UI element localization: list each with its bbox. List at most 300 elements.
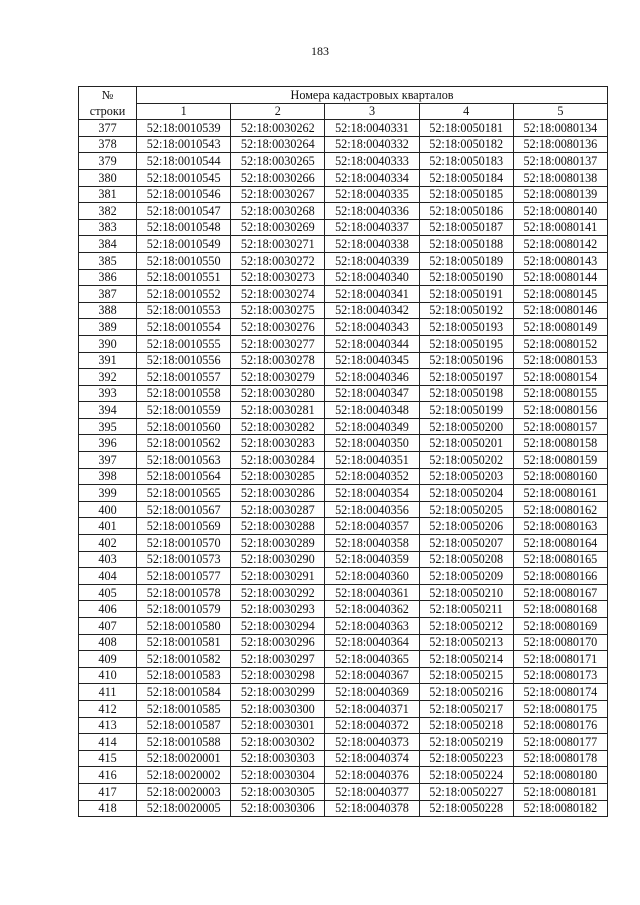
- row-number-cell: 388: [79, 302, 137, 319]
- table-row: [79, 551, 608, 568]
- cadastral-number-cell: 52:18:0010558: [137, 385, 231, 402]
- cadastral-number-cell: 52:18:0080170: [513, 634, 607, 651]
- row-number-cell: 396: [79, 435, 137, 452]
- row-number-cell: 397: [79, 452, 137, 469]
- row-number-cell: 380: [79, 169, 137, 186]
- cadastral-number-cell: 52:18:0030292: [231, 584, 325, 601]
- table-row: [79, 219, 608, 236]
- cadastral-number-cell: 52:18:0050207: [419, 535, 513, 552]
- cadastral-number-cell: 52:18:0050213: [419, 634, 513, 651]
- cadastral-number-cell: 52:18:0050205: [419, 501, 513, 518]
- cadastral-number-cell: 52:18:0080136: [513, 136, 607, 153]
- cadastral-number-cell: 52:18:0050218: [419, 717, 513, 734]
- header-no-cell: [79, 87, 137, 104]
- row-number-cell: 399: [79, 485, 137, 502]
- cadastral-number-cell: 52:18:0050189: [419, 252, 513, 269]
- cadastral-number-cell: 52:18:0030284: [231, 452, 325, 469]
- table-row: [79, 385, 608, 402]
- cadastral-number-cell: 52:18:0020002: [137, 767, 231, 784]
- table-row: [79, 468, 608, 485]
- cadastral-number-cell: 52:18:0040331: [325, 120, 419, 137]
- cadastral-number-cell: 52:18:0040348: [325, 402, 419, 419]
- cadastral-number-cell: 52:18:0010587: [137, 717, 231, 734]
- cadastral-number-cell: 52:18:0010578: [137, 584, 231, 601]
- cadastral-number-cell: 52:18:0040334: [325, 169, 419, 186]
- cadastral-number-cell: 52:18:0050197: [419, 369, 513, 386]
- cadastral-number-cell: 52:18:0010546: [137, 186, 231, 203]
- cadastral-number-cell: 52:18:0050185: [419, 186, 513, 203]
- cadastral-number-cell: 52:18:0010569: [137, 518, 231, 535]
- cadastral-number-cell: 52:18:0030280: [231, 385, 325, 402]
- cadastral-number-cell: 52:18:0050208: [419, 551, 513, 568]
- table-row: [79, 402, 608, 419]
- cadastral-quarters-table: [78, 86, 608, 817]
- cadastral-number-cell: 52:18:0050190: [419, 269, 513, 286]
- cadastral-number-cell: 52:18:0030285: [231, 468, 325, 485]
- cadastral-number-cell: 52:18:0050199: [419, 402, 513, 419]
- cadastral-number-cell: 52:18:0040373: [325, 734, 419, 751]
- header-column-5: 5: [513, 103, 607, 120]
- cadastral-number-cell: 52:18:0080158: [513, 435, 607, 452]
- header-no-label: №: [101, 87, 114, 102]
- cadastral-number-cell: 52:18:0030303: [231, 750, 325, 767]
- row-number-cell: 385: [79, 252, 137, 269]
- table-row: [79, 568, 608, 585]
- cadastral-number-cell: 52:18:0040332: [325, 136, 419, 153]
- cadastral-number-cell: 52:18:0080154: [513, 369, 607, 386]
- row-number-cell: 382: [79, 203, 137, 220]
- table-row: [79, 369, 608, 386]
- cadastral-number-cell: 52:18:0080177: [513, 734, 607, 751]
- cadastral-number-cell: 52:18:0080156: [513, 402, 607, 419]
- cadastral-number-cell: 52:18:0050209: [419, 568, 513, 585]
- cadastral-number-cell: 52:18:0050224: [419, 767, 513, 784]
- cadastral-number-cell: 52:18:0040378: [325, 800, 419, 817]
- row-number-cell: 398: [79, 468, 137, 485]
- row-number-cell: 391: [79, 352, 137, 369]
- cadastral-number-cell: 52:18:0040339: [325, 252, 419, 269]
- cadastral-number-cell: 52:18:0080159: [513, 452, 607, 469]
- cadastral-number-cell: 52:18:0080167: [513, 584, 607, 601]
- cadastral-number-cell: 52:18:0010582: [137, 651, 231, 668]
- cadastral-number-cell: 52:18:0030305: [231, 783, 325, 800]
- cadastral-number-cell: 52:18:0040343: [325, 319, 419, 336]
- cadastral-number-cell: 52:18:0030290: [231, 551, 325, 568]
- page-number: 183: [311, 44, 329, 58]
- cadastral-number-cell: 52:18:0040342: [325, 302, 419, 319]
- cadastral-number-cell: 52:18:0050219: [419, 734, 513, 751]
- table-row: [79, 335, 608, 352]
- cadastral-number-cell: 52:18:0050191: [419, 286, 513, 303]
- cadastral-number-cell: 52:18:0080157: [513, 418, 607, 435]
- row-number-cell: 410: [79, 667, 137, 684]
- row-number-cell: 390: [79, 335, 137, 352]
- cadastral-number-cell: 52:18:0040369: [325, 684, 419, 701]
- cadastral-number-cell: 52:18:0010554: [137, 319, 231, 336]
- cadastral-number-cell: 52:18:0030281: [231, 402, 325, 419]
- cadastral-number-cell: 52:18:0010581: [137, 634, 231, 651]
- row-number-cell: 401: [79, 518, 137, 535]
- cadastral-number-cell: 52:18:0010552: [137, 286, 231, 303]
- row-number-cell: 406: [79, 601, 137, 618]
- cadastral-number-cell: 52:18:0040337: [325, 219, 419, 236]
- header-row-label: строки: [79, 103, 137, 120]
- cadastral-number-cell: 52:18:0030300: [231, 700, 325, 717]
- table-row: [79, 684, 608, 701]
- cadastral-number-cell: 52:18:0040352: [325, 468, 419, 485]
- cadastral-number-cell: 52:18:0080165: [513, 551, 607, 568]
- table-row: [79, 186, 608, 203]
- cadastral-number-cell: 52:18:0020001: [137, 750, 231, 767]
- table-row: [79, 584, 608, 601]
- table-row: [79, 236, 608, 253]
- cadastral-number-cell: 52:18:0030264: [231, 136, 325, 153]
- cadastral-number-cell: 52:18:0030289: [231, 535, 325, 552]
- table-row: [79, 783, 608, 800]
- table-row: [79, 452, 608, 469]
- cadastral-number-cell: 52:18:0010573: [137, 551, 231, 568]
- cadastral-number-cell: 52:18:0080134: [513, 120, 607, 137]
- table-row: [79, 734, 608, 751]
- table-row: [79, 352, 608, 369]
- cadastral-number-cell: 52:18:0040371: [325, 700, 419, 717]
- header-column-1: 1: [137, 103, 231, 120]
- cadastral-number-cell: 52:18:0040333: [325, 153, 419, 170]
- table-row: [79, 120, 608, 137]
- cadastral-number-cell: 52:18:0010577: [137, 568, 231, 585]
- table-row: [79, 319, 608, 336]
- cadastral-number-cell: 52:18:0030276: [231, 319, 325, 336]
- cadastral-number-cell: 52:18:0010584: [137, 684, 231, 701]
- row-number-cell: 383: [79, 219, 137, 236]
- cadastral-number-cell: 52:18:0010548: [137, 219, 231, 236]
- cadastral-number-cell: 52:18:0010570: [137, 535, 231, 552]
- row-number-cell: 395: [79, 418, 137, 435]
- cadastral-number-cell: 52:18:0050212: [419, 618, 513, 635]
- row-number-cell: 394: [79, 402, 137, 419]
- cadastral-number-cell: 52:18:0020003: [137, 783, 231, 800]
- cadastral-number-cell: 52:18:0050184: [419, 169, 513, 186]
- cadastral-number-cell: 52:18:0040345: [325, 352, 419, 369]
- table-row: [79, 667, 608, 684]
- cadastral-number-cell: 52:18:0030304: [231, 767, 325, 784]
- cadastral-number-cell: 52:18:0010545: [137, 169, 231, 186]
- cadastral-number-cell: 52:18:0080175: [513, 700, 607, 717]
- cadastral-number-cell: 52:18:0080168: [513, 601, 607, 618]
- cadastral-number-cell: 52:18:0040364: [325, 634, 419, 651]
- cadastral-number-cell: 52:18:0040361: [325, 584, 419, 601]
- cadastral-number-cell: 52:18:0030271: [231, 236, 325, 253]
- row-number-cell: 387: [79, 286, 137, 303]
- cadastral-number-cell: 52:18:0080166: [513, 568, 607, 585]
- cadastral-number-cell: 52:18:0010555: [137, 335, 231, 352]
- table-row: [79, 203, 608, 220]
- cadastral-number-cell: 52:18:0030297: [231, 651, 325, 668]
- cadastral-number-cell: 52:18:0080152: [513, 335, 607, 352]
- header-column-2: 2: [231, 103, 325, 120]
- cadastral-number-cell: 52:18:0080149: [513, 319, 607, 336]
- table-row: [79, 252, 608, 269]
- cadastral-number-cell: 52:18:0030299: [231, 684, 325, 701]
- cadastral-number-cell: 52:18:0080162: [513, 501, 607, 518]
- cadastral-number-cell: 52:18:0010539: [137, 120, 231, 137]
- cadastral-number-cell: 52:18:0080145: [513, 286, 607, 303]
- cadastral-number-cell: 52:18:0030301: [231, 717, 325, 734]
- row-number-cell: 418: [79, 800, 137, 817]
- cadastral-number-cell: 52:18:0030273: [231, 269, 325, 286]
- cadastral-number-cell: 52:18:0040356: [325, 501, 419, 518]
- cadastral-number-cell: 52:18:0010559: [137, 402, 231, 419]
- cadastral-number-cell: 52:18:0010565: [137, 485, 231, 502]
- cadastral-number-cell: 52:18:0010560: [137, 418, 231, 435]
- row-number-cell: 392: [79, 369, 137, 386]
- table-row: [79, 435, 608, 452]
- cadastral-number-cell: 52:18:0080176: [513, 717, 607, 734]
- cadastral-number-cell: 52:18:0030278: [231, 352, 325, 369]
- row-number-cell: 413: [79, 717, 137, 734]
- cadastral-number-cell: 52:18:0010544: [137, 153, 231, 170]
- cadastral-number-cell: 52:18:0080161: [513, 485, 607, 502]
- cadastral-number-cell: 52:18:0030268: [231, 203, 325, 220]
- cadastral-number-cell: 52:18:0030306: [231, 800, 325, 817]
- cadastral-number-cell: 52:18:0030296: [231, 634, 325, 651]
- cadastral-number-cell: 52:18:0040351: [325, 452, 419, 469]
- cadastral-number-cell: 52:18:0010564: [137, 468, 231, 485]
- row-number-cell: 393: [79, 385, 137, 402]
- cadastral-number-cell: 52:18:0030288: [231, 518, 325, 535]
- cadastral-number-cell: 52:18:0010543: [137, 136, 231, 153]
- cadastral-number-cell: 52:18:0050196: [419, 352, 513, 369]
- cadastral-number-cell: 52:18:0050187: [419, 219, 513, 236]
- cadastral-number-cell: 52:18:0030283: [231, 435, 325, 452]
- cadastral-number-cell: 52:18:0080137: [513, 153, 607, 170]
- cadastral-number-cell: 52:18:0080160: [513, 468, 607, 485]
- cadastral-number-cell: 52:18:0050206: [419, 518, 513, 535]
- table-row: [79, 286, 608, 303]
- cadastral-number-cell: 52:18:0080180: [513, 767, 607, 784]
- table-row: [79, 153, 608, 170]
- table-row: [79, 136, 608, 153]
- cadastral-number-cell: 52:18:0050195: [419, 335, 513, 352]
- cadastral-number-cell: 52:18:0050183: [419, 153, 513, 170]
- cadastral-number-cell: 52:18:0050201: [419, 435, 513, 452]
- cadastral-number-cell: 52:18:0040346: [325, 369, 419, 386]
- row-number-cell: 386: [79, 269, 137, 286]
- cadastral-number-cell: 52:18:0010567: [137, 501, 231, 518]
- cadastral-number-cell: 52:18:0080178: [513, 750, 607, 767]
- table-row: [79, 618, 608, 635]
- cadastral-number-cell: 52:18:0010580: [137, 618, 231, 635]
- cadastral-number-cell: 52:18:0080182: [513, 800, 607, 817]
- cadastral-number-cell: 52:18:0030262: [231, 120, 325, 137]
- cadastral-number-cell: 52:18:0030287: [231, 501, 325, 518]
- cadastral-number-cell: 52:18:0010563: [137, 452, 231, 469]
- cadastral-number-cell: 52:18:0030294: [231, 618, 325, 635]
- cadastral-number-cell: 52:18:0010585: [137, 700, 231, 717]
- cadastral-number-cell: 52:18:0050186: [419, 203, 513, 220]
- cadastral-number-cell: 52:18:0050217: [419, 700, 513, 717]
- row-number-cell: 416: [79, 767, 137, 784]
- table-row: [79, 700, 608, 717]
- cadastral-number-cell: 52:18:0040341: [325, 286, 419, 303]
- cadastral-number-cell: 52:18:0080164: [513, 535, 607, 552]
- cadastral-number-cell: 52:18:0030302: [231, 734, 325, 751]
- row-number-cell: 402: [79, 535, 137, 552]
- table-row: [79, 750, 608, 767]
- cadastral-number-cell: 52:18:0010550: [137, 252, 231, 269]
- cadastral-number-cell: 52:18:0040374: [325, 750, 419, 767]
- cadastral-number-cell: 52:18:0040354: [325, 485, 419, 502]
- row-number-cell: 403: [79, 551, 137, 568]
- cadastral-number-cell: 52:18:0040365: [325, 651, 419, 668]
- cadastral-number-cell: 52:18:0040350: [325, 435, 419, 452]
- cadastral-number-cell: 52:18:0050188: [419, 236, 513, 253]
- cadastral-number-cell: 52:18:0010553: [137, 302, 231, 319]
- cadastral-number-cell: 52:18:0030277: [231, 335, 325, 352]
- cadastral-number-cell: 52:18:0010547: [137, 203, 231, 220]
- cadastral-number-cell: 52:18:0040347: [325, 385, 419, 402]
- row-number-cell: 417: [79, 783, 137, 800]
- cadastral-number-cell: 52:18:0030291: [231, 568, 325, 585]
- cadastral-number-cell: 52:18:0050223: [419, 750, 513, 767]
- cadastral-number-cell: 52:18:0050200: [419, 418, 513, 435]
- row-number-cell: 404: [79, 568, 137, 585]
- cadastral-number-cell: 52:18:0050216: [419, 684, 513, 701]
- cadastral-number-cell: 52:18:0010588: [137, 734, 231, 751]
- cadastral-number-cell: 52:18:0010583: [137, 667, 231, 684]
- cadastral-number-cell: 52:18:0040363: [325, 618, 419, 635]
- cadastral-number-cell: 52:18:0030274: [231, 286, 325, 303]
- table-row: [79, 535, 608, 552]
- cadastral-number-cell: 52:18:0010557: [137, 369, 231, 386]
- row-number-cell: 384: [79, 236, 137, 253]
- row-number-cell: 409: [79, 651, 137, 668]
- cadastral-number-cell: 52:18:0010549: [137, 236, 231, 253]
- row-number-cell: 389: [79, 319, 137, 336]
- row-number-cell: 405: [79, 584, 137, 601]
- header-column-4: 4: [419, 103, 513, 120]
- cadastral-number-cell: 52:18:0040340: [325, 269, 419, 286]
- cadastral-number-cell: 52:18:0080144: [513, 269, 607, 286]
- cadastral-number-cell: 52:18:0080140: [513, 203, 607, 220]
- cadastral-number-cell: 52:18:0040377: [325, 783, 419, 800]
- cadastral-number-cell: 52:18:0040367: [325, 667, 419, 684]
- cadastral-number-cell: 52:18:0050203: [419, 468, 513, 485]
- table-row: [79, 800, 608, 817]
- cadastral-number-cell: 52:18:0040358: [325, 535, 419, 552]
- cadastral-number-cell: 52:18:0080174: [513, 684, 607, 701]
- cadastral-number-cell: 52:18:0050210: [419, 584, 513, 601]
- cadastral-number-cell: 52:18:0030266: [231, 169, 325, 186]
- table-row: [79, 418, 608, 435]
- row-number-cell: 414: [79, 734, 137, 751]
- table-row: [79, 601, 608, 618]
- cadastral-number-cell: 52:18:0080142: [513, 236, 607, 253]
- header-group-title: Номера кадастровых кварталов: [137, 87, 608, 104]
- cadastral-number-cell: 52:18:0050192: [419, 302, 513, 319]
- row-number-cell: 379: [79, 153, 137, 170]
- cadastral-number-cell: 52:18:0030275: [231, 302, 325, 319]
- cadastral-number-cell: 52:18:0030298: [231, 667, 325, 684]
- table-body: [79, 120, 608, 817]
- cadastral-number-cell: 52:18:0050211: [419, 601, 513, 618]
- cadastral-number-cell: 52:18:0040338: [325, 236, 419, 253]
- cadastral-number-cell: 52:18:0050228: [419, 800, 513, 817]
- row-number-cell: 400: [79, 501, 137, 518]
- table-row: [79, 269, 608, 286]
- cadastral-number-cell: 52:18:0080181: [513, 783, 607, 800]
- row-number-cell: 378: [79, 136, 137, 153]
- table-row: [79, 518, 608, 535]
- table-row: [79, 501, 608, 518]
- cadastral-number-cell: 52:18:0050227: [419, 783, 513, 800]
- row-number-cell: 412: [79, 700, 137, 717]
- table-row: [79, 485, 608, 502]
- cadastral-number-cell: 52:18:0040336: [325, 203, 419, 220]
- cadastral-number-cell: 52:18:0040362: [325, 601, 419, 618]
- cadastral-number-cell: 52:18:0030265: [231, 153, 325, 170]
- cadastral-number-cell: 52:18:0030279: [231, 369, 325, 386]
- cadastral-number-cell: 52:18:0040360: [325, 568, 419, 585]
- cadastral-number-cell: 52:18:0040349: [325, 418, 419, 435]
- row-number-cell: 408: [79, 634, 137, 651]
- cadastral-number-cell: 52:18:0030282: [231, 418, 325, 435]
- cadastral-number-cell: 52:18:0080173: [513, 667, 607, 684]
- header-column-3: 3: [325, 103, 419, 120]
- row-number-cell: 411: [79, 684, 137, 701]
- table-row: [79, 634, 608, 651]
- cadastral-number-cell: 52:18:0050198: [419, 385, 513, 402]
- cadastral-number-cell: 52:18:0080143: [513, 252, 607, 269]
- row-number-cell: 377: [79, 120, 137, 137]
- table-row: [79, 169, 608, 186]
- table-row: [79, 302, 608, 319]
- cadastral-number-cell: 52:18:0040357: [325, 518, 419, 535]
- cadastral-number-cell: 52:18:0040376: [325, 767, 419, 784]
- cadastral-number-cell: 52:18:0010556: [137, 352, 231, 369]
- cadastral-number-cell: 52:18:0080139: [513, 186, 607, 203]
- table-row: [79, 767, 608, 784]
- cadastral-number-cell: 52:18:0080169: [513, 618, 607, 635]
- cadastral-number-cell: 52:18:0080155: [513, 385, 607, 402]
- cadastral-number-cell: 52:18:0080153: [513, 352, 607, 369]
- cadastral-number-cell: 52:18:0030272: [231, 252, 325, 269]
- table-row: [79, 717, 608, 734]
- cadastral-number-cell: 52:18:0050193: [419, 319, 513, 336]
- row-number-cell: 381: [79, 186, 137, 203]
- cadastral-number-cell: 52:18:0040344: [325, 335, 419, 352]
- cadastral-number-cell: 52:18:0030269: [231, 219, 325, 236]
- cadastral-number-cell: 52:18:0020005: [137, 800, 231, 817]
- cadastral-number-cell: 52:18:0050215: [419, 667, 513, 684]
- cadastral-number-cell: 52:18:0050214: [419, 651, 513, 668]
- row-number-cell: 407: [79, 618, 137, 635]
- cadastral-number-cell: 52:18:0040372: [325, 717, 419, 734]
- cadastral-number-cell: 52:18:0050204: [419, 485, 513, 502]
- cadastral-number-cell: 52:18:0040359: [325, 551, 419, 568]
- cadastral-number-cell: 52:18:0030293: [231, 601, 325, 618]
- cadastral-number-cell: 52:18:0050182: [419, 136, 513, 153]
- cadastral-number-cell: 52:18:0080138: [513, 169, 607, 186]
- cadastral-number-cell: 52:18:0010579: [137, 601, 231, 618]
- cadastral-number-cell: 52:18:0080146: [513, 302, 607, 319]
- cadastral-number-cell: 52:18:0030286: [231, 485, 325, 502]
- cadastral-number-cell: 52:18:0080163: [513, 518, 607, 535]
- cadastral-number-cell: 52:18:0040335: [325, 186, 419, 203]
- cadastral-number-cell: 52:18:0050202: [419, 452, 513, 469]
- cadastral-number-cell: 52:18:0080141: [513, 219, 607, 236]
- cadastral-number-cell: 52:18:0010551: [137, 269, 231, 286]
